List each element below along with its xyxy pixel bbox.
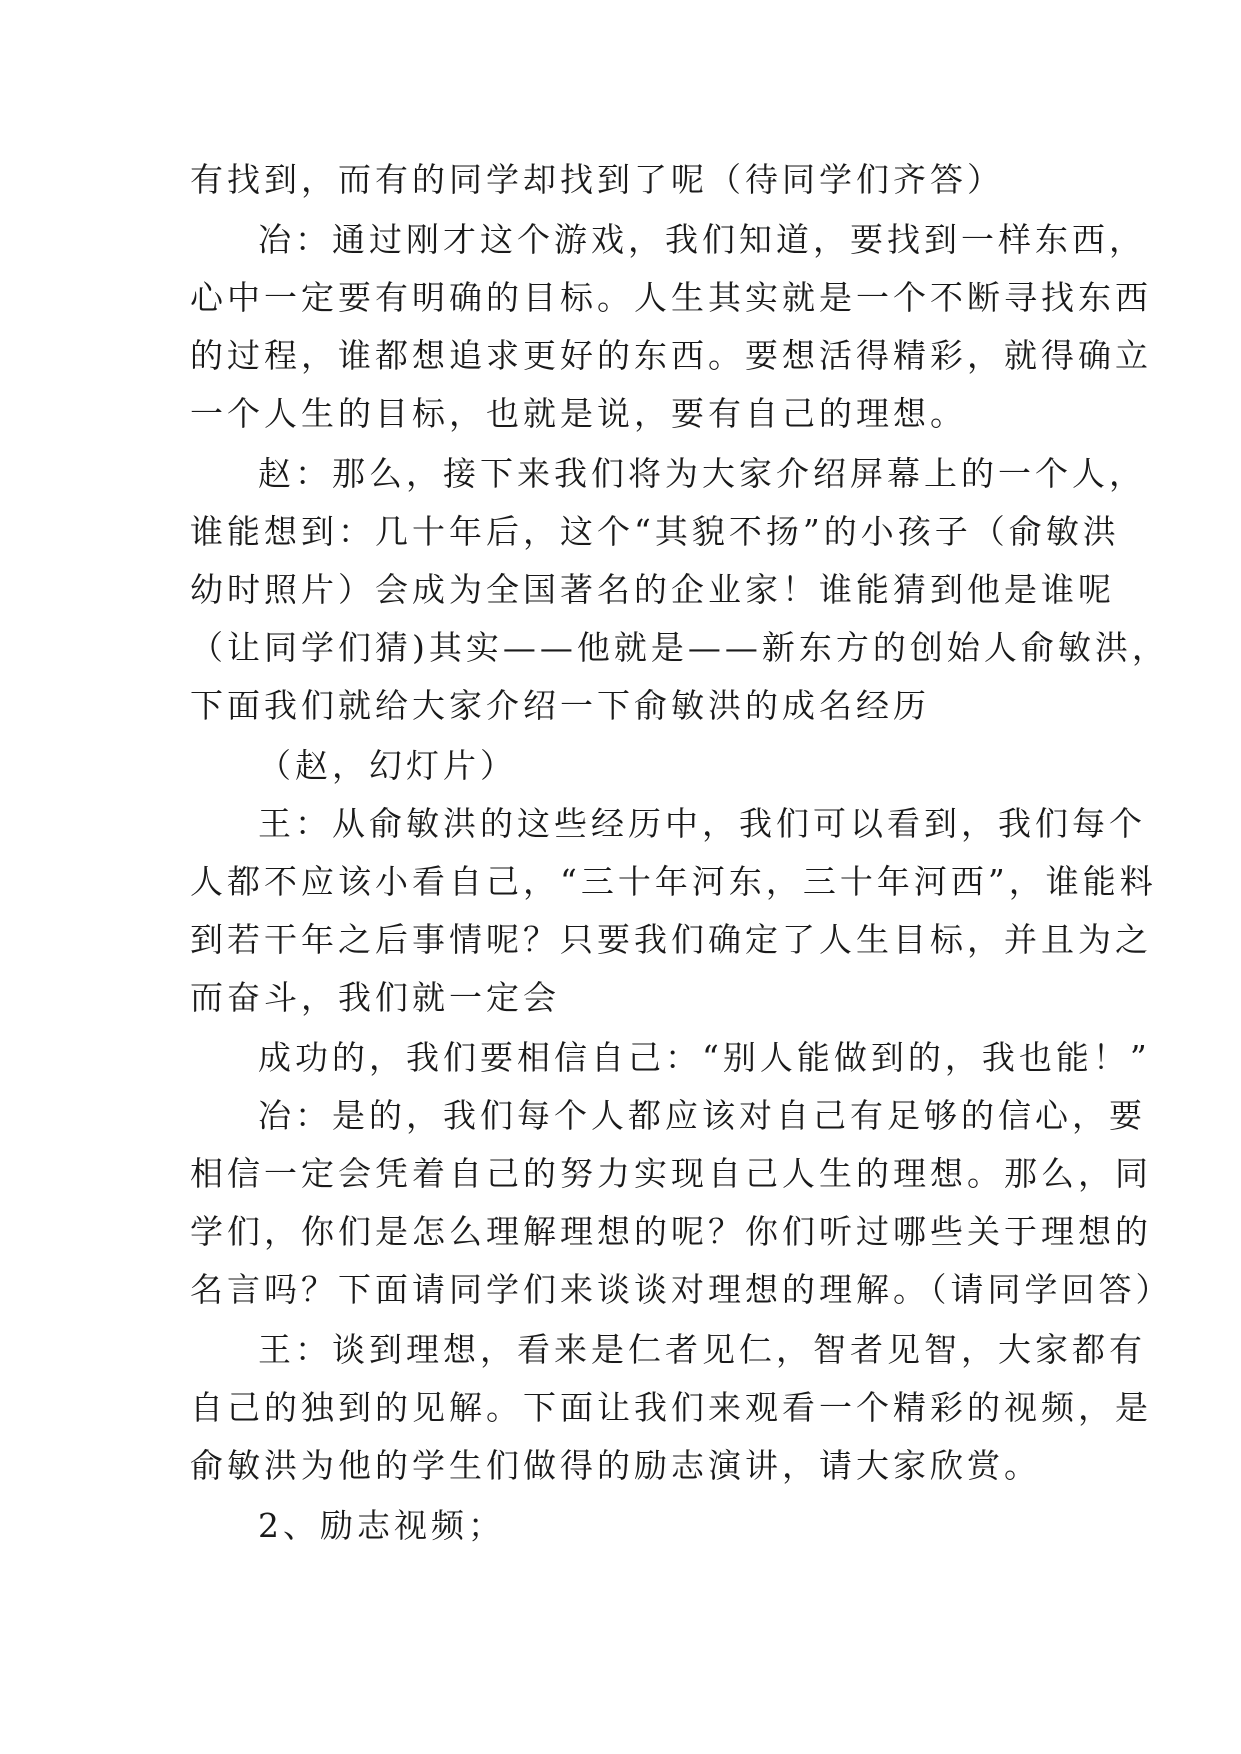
paragraph-line: 谁能想到：几十年后，这个“其貌不扬”的小孩子（俞敏洪 — [190, 512, 1120, 551]
paragraph-line: 冶：通过刚才这个游戏，我们知道，要找到一样东西， — [258, 220, 1146, 259]
paragraph-line: 王：谈到理想，看来是仁者见仁，智者见智，大家都有 — [258, 1330, 1146, 1369]
paragraph-line: 相信一定会凭着自己的努力实现自己人生的理想。那么，同 — [190, 1154, 1152, 1193]
paragraph-line: 自己的独到的见解。下面让我们来观看一个精彩的视频，是 — [190, 1388, 1152, 1427]
paragraph-line: 的过程，谁都想追求更好的东西。要想活得精彩，就得确立 — [190, 336, 1152, 375]
paragraph-line: 学们，你们是怎么理解理想的呢？你们听过哪些关于理想的 — [190, 1212, 1152, 1251]
list-item-heading: 2、励志视频； — [258, 1506, 505, 1545]
paragraph-line: 心中一定要有明确的目标。人生其实就是一个不断寻找东西 — [190, 278, 1152, 317]
paragraph-line: 成功的，我们要相信自己：“别人能做到的，我也能！” — [258, 1038, 1151, 1077]
paragraph-line: 王：从俞敏洪的这些经历中，我们可以看到，我们每个 — [258, 804, 1146, 843]
paragraph-line: 幼时照片）会成为全国著名的企业家！谁能猜到他是谁呢 — [190, 570, 1115, 609]
paragraph-line: 而奋斗，我们就一定会 — [190, 978, 560, 1017]
paragraph-line: 到若干年之后事情呢？只要我们确定了人生目标，并且为之 — [190, 920, 1152, 959]
paragraph-line: 人都不应该小看自己，“三十年河东，三十年河西”，谁能料 — [190, 862, 1157, 901]
paragraph-line: 名言吗？下面请同学们来谈谈对理想的理解。（请同学回答） — [190, 1270, 1173, 1309]
paragraph-line: 一个人生的目标，也就是说，要有自己的理想。 — [190, 394, 967, 433]
paragraph-line: （让同学们猜)其实——他就是——新东方的创始人俞敏洪， — [190, 628, 1169, 667]
paragraph-line: 有找到，而有的同学却找到了呢（待同学们齐答） — [190, 160, 1004, 199]
paragraph-line: 冶：是的，我们每个人都应该对自己有足够的信心，要 — [258, 1096, 1146, 1135]
paragraph-line: 下面我们就给大家介绍一下俞敏洪的成名经历 — [190, 686, 930, 725]
paragraph-line: （赵，幻灯片） — [258, 746, 517, 785]
paragraph-line: 俞敏洪为他的学生们做得的励志演讲，请大家欣赏。 — [190, 1446, 1041, 1485]
paragraph-line: 赵：那么，接下来我们将为大家介绍屏幕上的一个人， — [258, 454, 1146, 493]
